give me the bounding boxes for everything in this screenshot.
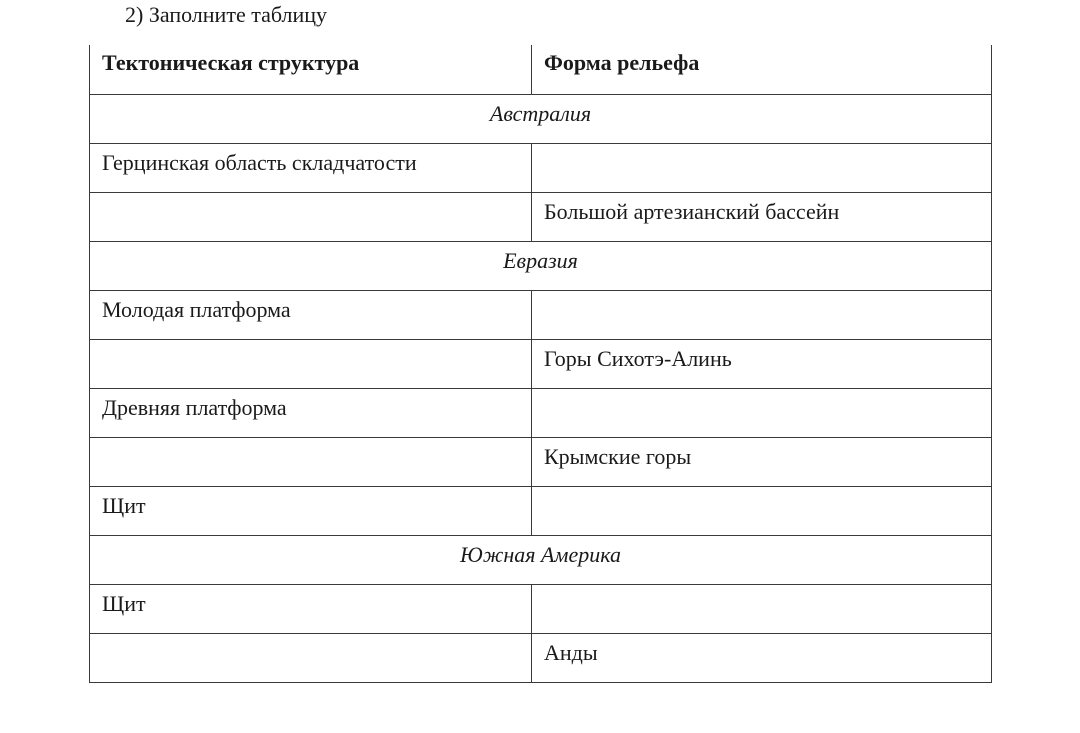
structure-cell[interactable] [90, 192, 532, 241]
section-row-south-america [90, 535, 992, 584]
landform-cell[interactable] [532, 584, 992, 633]
section-title-eurasia: Евразия [90, 241, 992, 290]
structure-cell[interactable]: Молодая платформа [90, 290, 532, 339]
structure-cell[interactable] [90, 437, 532, 486]
landform-cell[interactable]: Большой артезианский бассейн [532, 192, 992, 241]
landform-cell[interactable]: Анды [532, 633, 992, 682]
section-title-south-america: Южная Америка [90, 535, 992, 584]
structure-cell[interactable] [90, 633, 532, 682]
table-row [90, 388, 992, 437]
header-landform: Форма рельефа [532, 45, 992, 94]
section-row-australia [90, 94, 992, 143]
task-title: 2) Заполните таблицу [125, 2, 328, 27]
header-tectonic-structure: Тектоническая структура [90, 45, 532, 94]
structure-cell[interactable]: Щит [90, 486, 532, 535]
landform-cell[interactable] [532, 290, 992, 339]
structure-cell[interactable]: Герцинская область складчатости [90, 143, 532, 192]
structure-cell[interactable] [90, 339, 532, 388]
section-row-eurasia [90, 241, 992, 290]
table-row [90, 633, 992, 682]
worksheet-table [89, 45, 992, 683]
landform-cell[interactable] [532, 143, 992, 192]
landform-cell[interactable]: Горы Сихотэ-Алинь [532, 339, 992, 388]
table-row [90, 437, 992, 486]
section-title-australia: Австралия [90, 94, 992, 143]
table-row [90, 486, 992, 535]
landform-cell[interactable] [532, 388, 992, 437]
landform-cell[interactable]: Крымские горы [532, 437, 992, 486]
landform-cell[interactable] [532, 486, 992, 535]
table-row [90, 192, 992, 241]
table-row [90, 584, 992, 633]
structure-cell[interactable]: Древняя платформа [90, 388, 532, 437]
table-row [90, 339, 992, 388]
table-row [90, 290, 992, 339]
structure-cell[interactable]: Щит [90, 584, 532, 633]
table-row [90, 143, 992, 192]
table-header-row [90, 45, 992, 94]
